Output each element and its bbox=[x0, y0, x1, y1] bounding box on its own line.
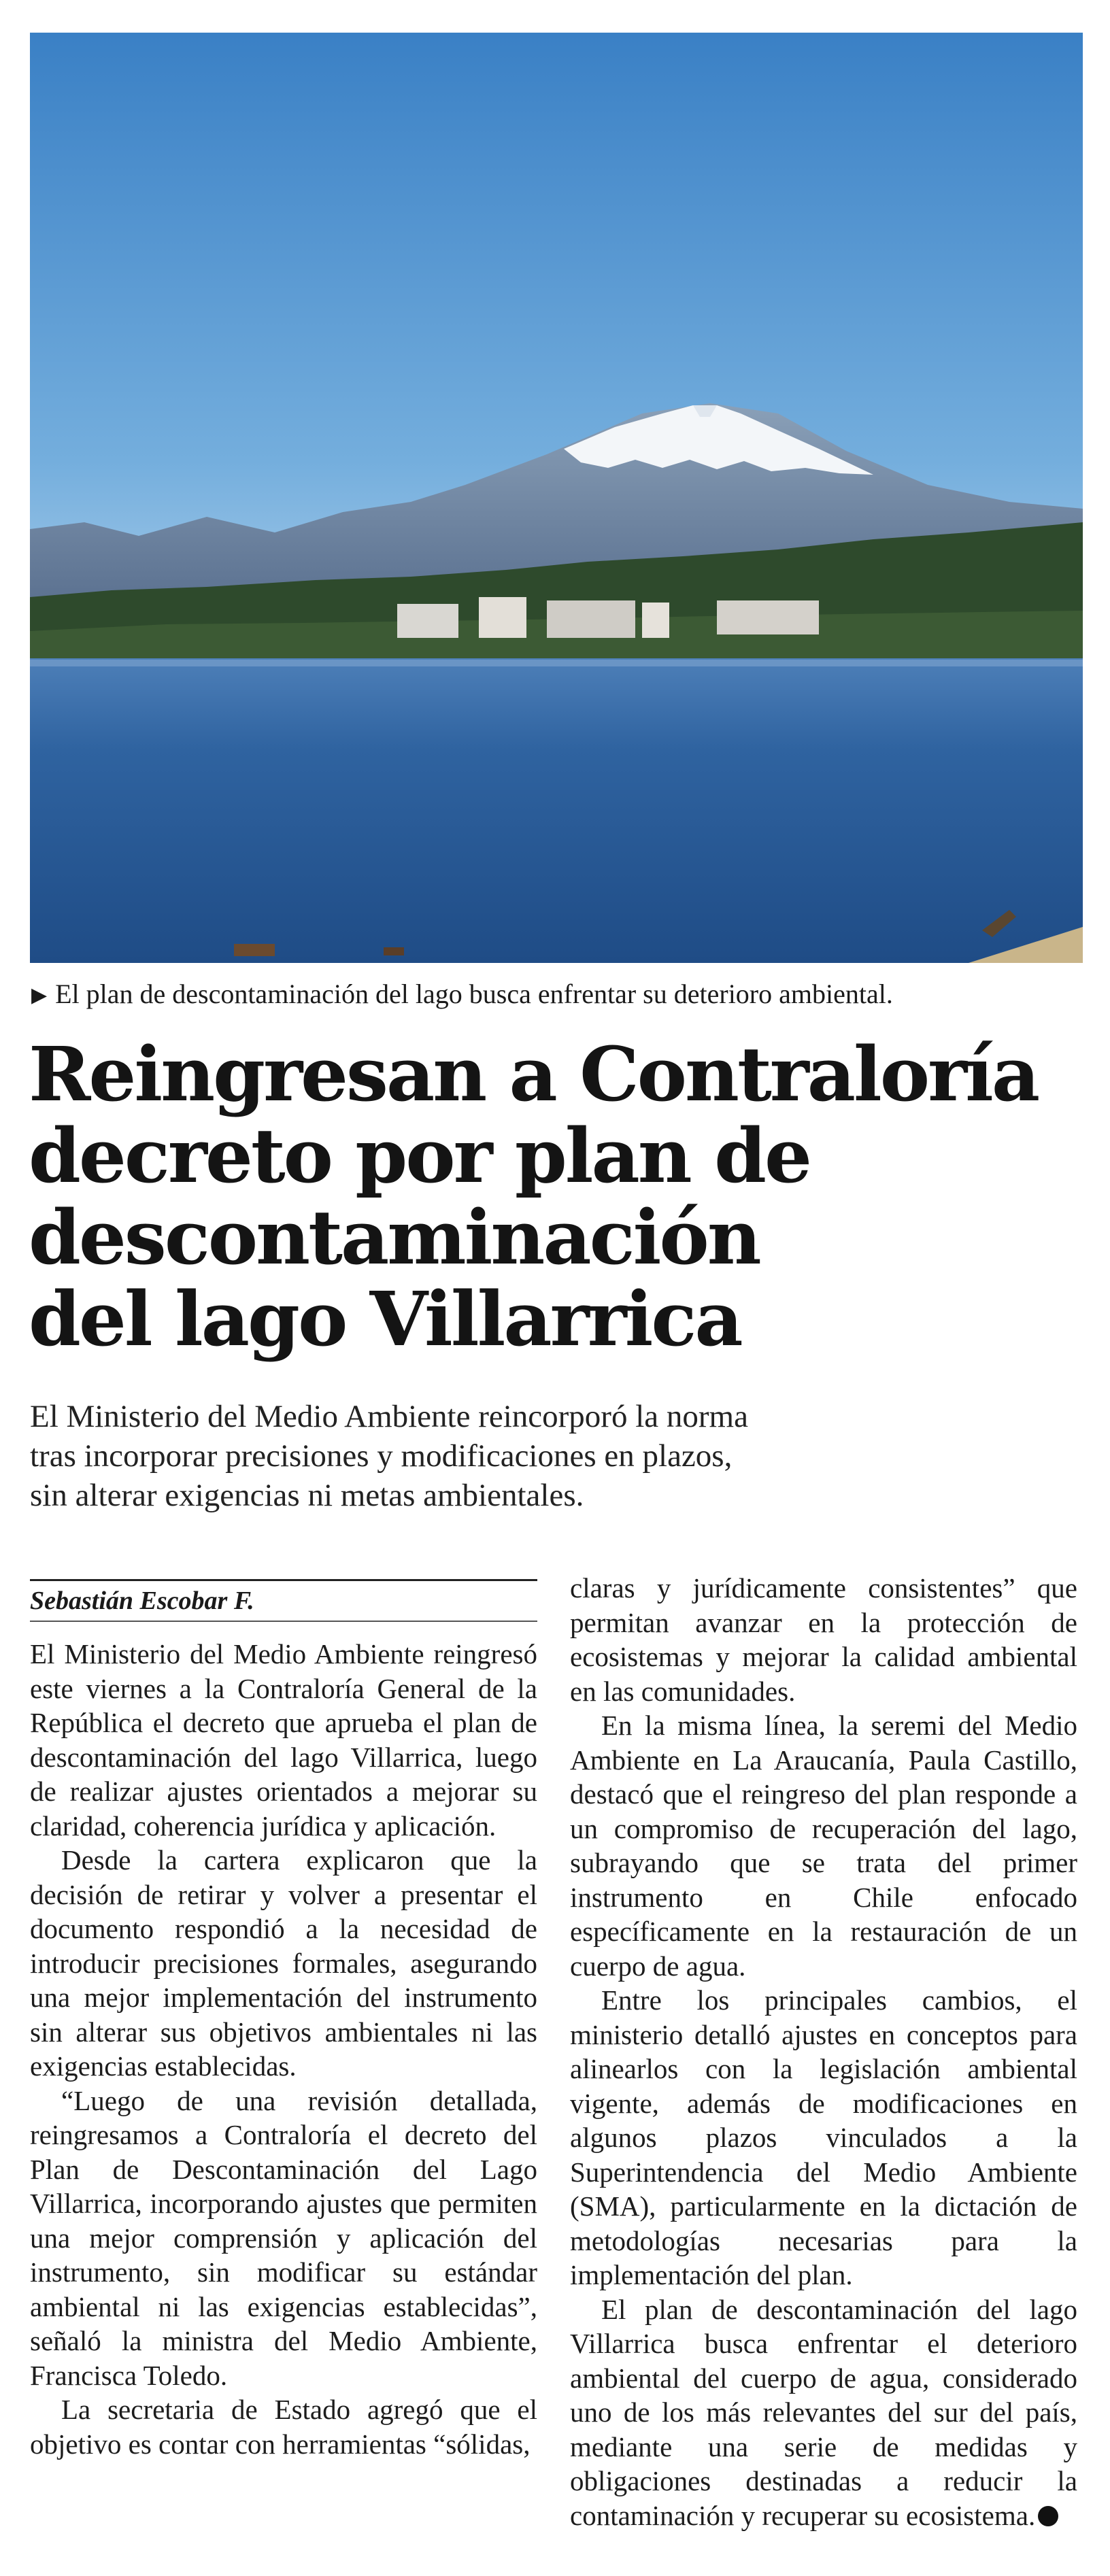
photo-caption bbox=[31, 977, 1092, 1015]
body-paragraph: En la misma línea, la seremi del Medio Ambiente en La Araucanía, Paula Castillo, destacó que el reingreso del plan responde a un compromiso de recuperación del lago, subrayando que se trata del primer instrumento en Chile enfocado específicamente en la restauración de un cuerpo de agua. bbox=[570, 1710, 1077, 1982]
headline bbox=[29, 1030, 1090, 1363]
headline-line: descontaminación bbox=[29, 1193, 760, 1281]
deck-subtitle bbox=[30, 1397, 1064, 1515]
body-paragraph bbox=[570, 2292, 1077, 2533]
caption-marker-icon: ▶ bbox=[31, 984, 48, 1006]
body-paragraph-text: El plan de descontaminación del lago Villarrica busca enfrentar el deterioro ambiental del cuerpo de agua, considerado uno de los más relevantes del sur del país, mediante una serie de medidas y obligaciones destinadas a reducir la contaminación y recuperar su ecosistema. bbox=[570, 2293, 1077, 2531]
deck-line: tras incorporar precisiones y modificaciones en plazos, bbox=[30, 1438, 733, 1474]
headline-line: decreto por plan de bbox=[29, 1112, 810, 1200]
body-paragraph: La secretaria de Estado agregó que el objetivo es contar con herramientas “sólidas, bbox=[30, 2394, 537, 2460]
body-paragraph: Entre los principales cambios, el ministerio detalló ajustes en conceptos para alinearlos con la legislación ambiental vigente, además de modificaciones en algunos plazos vinculados a la Superintendencia del Medio Ambiente (SMA), particularmente en la dictación de metodologías necesarias para la implementación del plan. bbox=[570, 1984, 1077, 2290]
byline-bottom-rule bbox=[30, 1621, 537, 1622]
article-column-left bbox=[30, 1571, 537, 2461]
end-of-article-icon bbox=[1038, 2506, 1058, 2526]
body-paragraph: El Ministerio del Medio Ambiente reingresó este viernes a la Contraloría General de la República el decreto que aprueba el plan de descontaminación del lago Villarrica, luego de realizar ajustes orientados a mejorar su claridad, coherencia jurídica y aplicación. bbox=[30, 1638, 537, 1842]
body-paragraph: claras y jurídicamente consistentes” que permitan avanzar en la protección de ecosistemas y mejorar la calidad ambiental en las comunidades. bbox=[570, 1572, 1077, 1707]
headline-line: Reingresan a Contraloría bbox=[29, 1030, 1039, 1118]
byline: Sebastián Escobar F. bbox=[30, 1587, 254, 1615]
article-photo bbox=[30, 33, 1083, 963]
article-column-right bbox=[570, 1571, 1077, 2532]
volcano-lake-image bbox=[30, 33, 1083, 963]
body-paragraph: “Luego de una revisión detallada, reingresamos a Contraloría el decreto del Plan de Descontaminación del Lago Villarrica, incorporando ajustes que permiten una mejor comprensión y aplicación del instrumento, sin modificar su estándar ambiental ni las exigencias establecidas”, señaló la ministra del Medio Ambiente, Francisca Toledo. bbox=[30, 2084, 537, 2391]
caption-text: El plan de descontaminación del lago busca enfrentar su deterioro ambiental. bbox=[55, 979, 893, 1009]
deck-line: El Ministerio del Medio Ambiente reincorporó la norma bbox=[30, 1399, 748, 1434]
body-paragraph: Desde la cartera explicaron que la decisión de retirar y volver a presentar el documento respondió a la necesidad de introducir precisiones formales, asegurando una mejor implementación del instrumento sin alterar sus objetivos ambientales ni las exigencias establecidas. bbox=[30, 1844, 537, 2082]
headline-line: del lago Villarrica bbox=[29, 1275, 741, 1363]
deck-line: sin alterar exigencias ni metas ambientales. bbox=[30, 1478, 584, 1513]
